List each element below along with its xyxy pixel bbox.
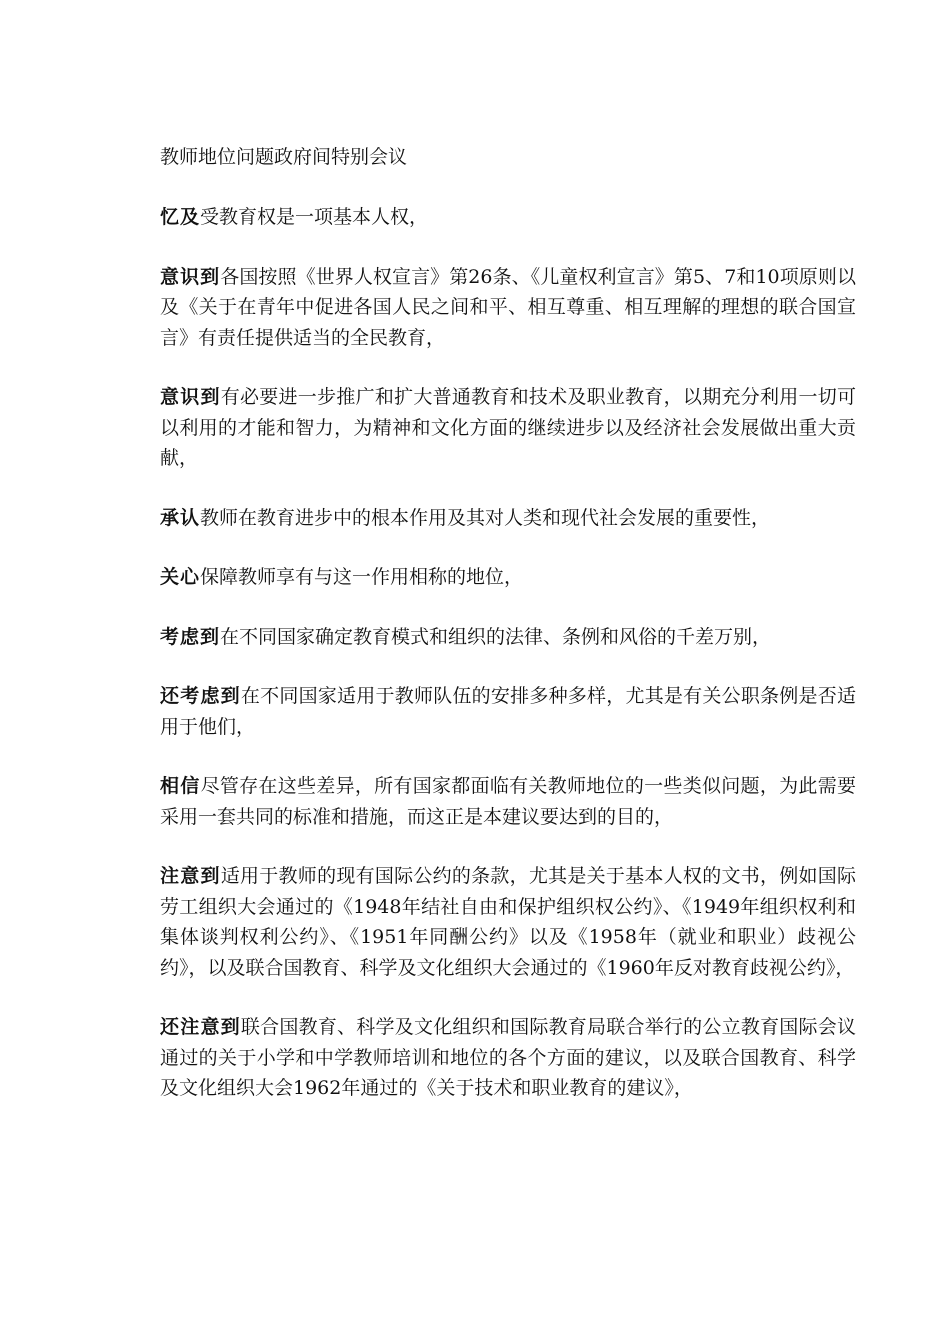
paragraph-lead: 关心 [160, 566, 201, 588]
paragraph-lead: 意识到 [160, 386, 221, 408]
paragraph-lead: 承认 [160, 506, 201, 529]
preamble-paragraph [160, 622, 856, 653]
paragraph-text: 在不同国家确定教育模式和组织的法律、条例和风俗的千差万别， [220, 625, 772, 648]
paragraph-text: 教师在教育进步中的根本作用及其对人类和现代社会发展的重要性， [200, 506, 771, 529]
preamble-paragraph [160, 562, 856, 593]
preamble-paragraph [160, 503, 856, 534]
document-page [160, 142, 856, 1133]
preamble-paragraph [160, 771, 856, 832]
paragraph-lead: 忆及 [160, 206, 201, 228]
paragraph-text: 在不同国家适用于教师队伍的安排多种多样，尤其是有关公职条例是否适用于他们， [160, 685, 856, 738]
paragraph-text: 受教育权是一项基本人权， [200, 206, 429, 228]
preamble-paragraph [160, 1012, 856, 1104]
preamble-paragraph [160, 681, 856, 742]
preamble-paragraph [160, 202, 856, 233]
preamble-paragraph [160, 861, 856, 983]
paragraph-lead: 注意到 [160, 865, 221, 887]
paragraph-text: 适用于教师的现有国际公约的条款，尤其是关于基本人权的文书，例如国际劳工组织大会通过的《1948年结社自由和保护组织权公约》、《1949年组织权利和集体谈判权利公约》、《1951年同酬公约》以及《1958年（就业和职业）歧视公约》，以及联合国教育、科学及文化组织大会通过的《1960年反对教育歧视公约》， [160, 865, 856, 979]
paragraph-lead: 相信 [160, 775, 201, 797]
paragraph-text: 保障教师享有与这一作用相称的地位， [200, 566, 524, 588]
paragraph-lead: 还注意到 [160, 1016, 241, 1038]
preamble-paragraph [160, 382, 856, 474]
paragraph-text: 联合国教育、科学及文化组织和国际教育局联合举行的公立教育国际会议通过的关于小学和中学教师培训和地位的各个方面的建议，以及联合国教育、科学及文化组织大会1962年通过的《关于技术和职业教育的建议》， [160, 1016, 856, 1099]
preamble-paragraph [160, 262, 856, 354]
document-title: 教师地位问题政府间特别会议 [160, 146, 408, 168]
paragraph-lead: 意识到 [160, 265, 221, 288]
paragraph-lead: 考虑到 [160, 625, 221, 648]
paragraph-text: 尽管存在这些差异，所有国家都面临有关教师地位的一些类似问题，为此需要采用一套共同的标准和措施，而这正是本建议要达到的目的， [160, 775, 856, 828]
paragraph-text: 有必要进一步推广和扩大普通教育和技术及职业教育，以期充分利用一切可以利用的才能和智力，为精神和文化方面的继续进步以及经济社会发展做出重大贡献， [160, 386, 856, 469]
paragraph-lead: 还考虑到 [160, 685, 241, 707]
paragraph-text: 各国按照《世界人权宣言》第26条、《儿童权利宣言》第5、7和10项原则以及《关于在青年中促进各国人民之间和平、相互尊重、相互理解的理想的联合国宣言》有责任提供适当的全民教育， [160, 265, 856, 349]
